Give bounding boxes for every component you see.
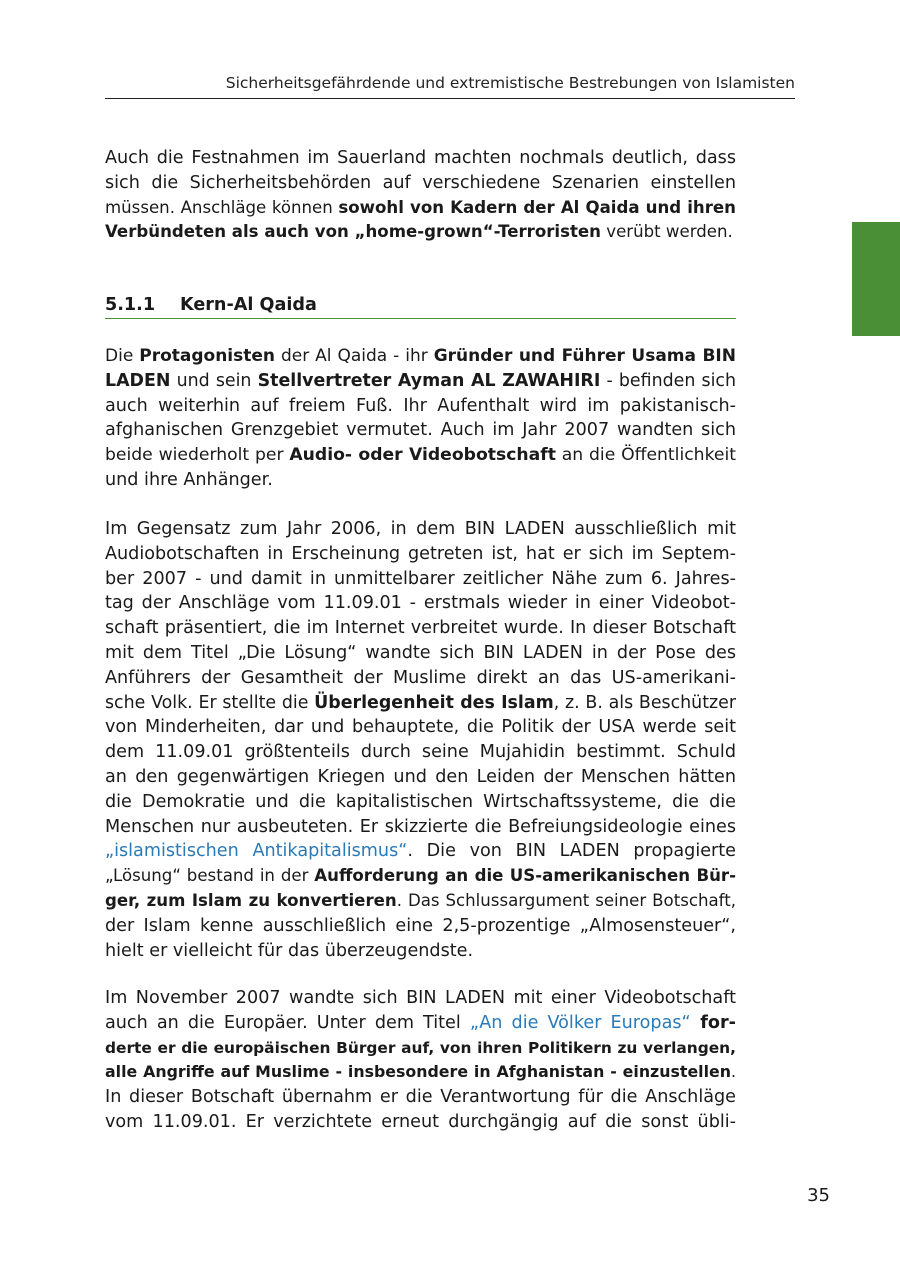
text-line: sich die Sicherheitsbehörden auf verschiedene Szenarien einstellen (105, 172, 736, 193)
text-line: dem 11.09.01 größtenteils durch seine Mujahidin bestimmt. Schuld (105, 742, 736, 763)
text-line: afghanischen Grenzgebiet vermutet. Auch im Jahr 2007 wandten sich (105, 420, 736, 441)
intro-paragraph (105, 146, 736, 245)
text-line: LADEN und sein Stellvertreter Ayman AL ZAWAHIRI - befinden sich (105, 370, 737, 391)
text-line: an den gegenwärtigen Kriegen und den Leiden der Menschen hätten (105, 766, 736, 787)
section-number: 5.1.1 (105, 295, 156, 315)
highlighted-term: „islamistischen Antikapitalismus“ (105, 841, 408, 862)
text-line: Die Protagonisten der Al Qaida - ihr Gründer und Führer Usama BIN (105, 346, 736, 366)
text-line: In dieser Botschaft übernahm er die Verantwortung für die Anschläge (105, 1087, 736, 1108)
paragraph-die-loesung (105, 517, 736, 963)
page-number: 35 (807, 1185, 830, 1206)
text-line: mit dem Titel „Die Lösung“ wandte sich BIN LADEN in der Pose des (105, 642, 736, 663)
text-line: schaft präsentiert, die im Internet verbreitet wurde. In dieser Botschaft (105, 618, 736, 639)
text-line: Anführers der Gesamtheit der Muslime direkt an das US-amerikani- (105, 667, 736, 688)
text-line: Im Gegensatz zum Jahr 2006, in dem BIN LADEN ausschließlich mit (105, 519, 736, 539)
running-header: Sicherheitsgefährdende und extremistische Bestrebungen von Islamisten (225, 74, 795, 92)
text-line: die Demokratie und die kapitalistischen Wirtschaftssysteme, die die (105, 791, 736, 812)
paragraph-voelker-europas (105, 986, 736, 1135)
text-line: von Minderheiten, dar und behauptete, die Politik der USA werde seit (105, 717, 736, 738)
text-line: der Islam kenne ausschließlich eine 2,5-prozentige „Almosensteuer“, (105, 915, 736, 936)
text-line: auch weiterhin auf freiem Fuß. Ihr Aufenthalt wird im pakistanisch- (105, 395, 736, 416)
text-line: ber 2007 - und damit in unmittelbarer zeitlicher Nähe zum 6. Jahres- (105, 568, 736, 589)
text-line: Im November 2007 wandte sich BIN LADEN mit einer Videobotschaft (105, 988, 736, 1008)
text-line: Auch die Festnahmen im Sauerland machten nochmals deutlich, dass (105, 148, 736, 168)
section-heading (105, 295, 736, 315)
highlighted-title: „An die Völker Europas“ (469, 1012, 691, 1033)
text-line: hielt er vielleicht für das überzeugendste. (105, 940, 474, 961)
text-line: beide wiederholt per Audio- oder Videobotschaft an die Öffentlichkeit (105, 445, 736, 466)
text-line: „Lösung“ bestand in der Aufforderung an die US-amerikanischen Bür- (105, 866, 736, 886)
text-line: Menschen nur ausbeuteten. Er skizzierte die Befreiungsideologie eines (105, 816, 736, 837)
text-line: ger, zum Islam zu konvertieren. Das Schlussargument seiner Botschaft, (105, 890, 737, 910)
text-line: Verbündeten als auch von „home-grown“-Terroristen verübt werden. (105, 222, 733, 242)
text-line: tag der Anschläge vom 11.09.01 - erstmals wieder in einer Videobot- (105, 593, 736, 614)
text-line: müssen. Anschläge können sowohl von Kadern der Al Qaida und ihren (105, 197, 736, 217)
paragraph-protagonists (105, 344, 736, 493)
text-line: vom 11.09.01. Er verzichtete erneut durchgängig auf die sonst übli- (105, 1111, 736, 1132)
chapter-thumb-tab (852, 222, 900, 336)
text-line: sche Volk. Er stellte die Überlegenheit des Islam, z. B. als Beschützer (105, 692, 736, 713)
section-title: Kern-Al Qaida (180, 295, 317, 315)
text-line: auch an die Europäer. Unter dem Titel „An die Völker Europas“ for- (105, 1012, 736, 1033)
section-rule (105, 318, 736, 319)
text-line: Audiobotschaften in Erscheinung getreten ist, hat er sich im Septem- (105, 543, 736, 564)
text-line: alle Angriffe auf Muslime - insbesondere in Afghanistan - einzustellen. (105, 1062, 736, 1082)
header-rule (105, 98, 795, 99)
text-line: und ihre Anhänger. (105, 469, 273, 490)
text-line: derte er die europäischen Bürger auf, von ihren Politikern zu verlangen, (105, 1038, 736, 1057)
text-line: „islamistischen Antikapitalismus“. Die von BIN LADEN propagierte (105, 841, 736, 862)
